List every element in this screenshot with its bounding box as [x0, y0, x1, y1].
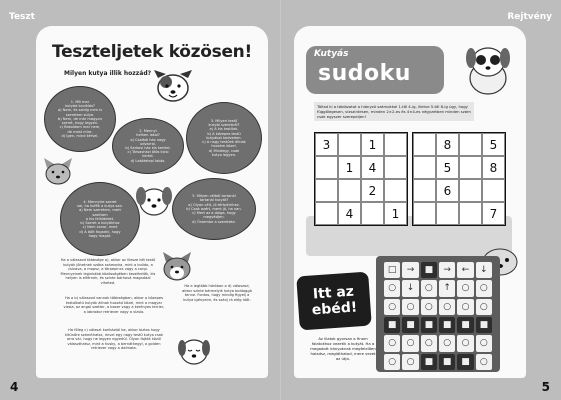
sudoku-cell[interactable] — [413, 202, 436, 225]
dog-face-icon — [152, 68, 194, 104]
maze-cell[interactable]: ○ — [439, 299, 455, 315]
sudoku-cell[interactable] — [436, 202, 459, 225]
maze-cell[interactable]: ○ — [402, 335, 418, 351]
maze-cell[interactable]: → — [402, 262, 418, 278]
page-number-left: 4 — [10, 380, 19, 394]
answer-text: c) A nagy testűek állnak — [202, 140, 246, 145]
right-section-tab: Rejtvény — [507, 12, 552, 22]
sudoku-instructions: Töltsd ki a táblázatot a hiányzó számokkal 1-től 4-ig, illetve 5-től 8-ig úgy, hogy függőlegesen, vízszintesen, minden 2×2-es és 4×4-es négyzetben minden szám csak egyszer szerepeljen! — [314, 102, 474, 121]
left-page — [36, 26, 268, 378]
answer-text: a) Családi ház nagy udvarral. — [130, 137, 166, 146]
answer-text: d) Örsembe a szeretete. — [192, 219, 236, 224]
maze-cell[interactable]: ○ — [402, 299, 418, 315]
maze-cell[interactable]: □ — [384, 262, 400, 278]
maze-cell[interactable]: ■ — [421, 317, 437, 333]
maze-cell[interactable]: ← — [457, 262, 473, 278]
dog-with-glasses-icon — [460, 40, 516, 96]
sudoku-cell[interactable]: 2 — [361, 179, 384, 202]
page-title: Teszteljetek közösen! — [52, 42, 252, 62]
sudoku-cell[interactable] — [384, 156, 407, 179]
sudoku-cell[interactable] — [315, 202, 338, 225]
answer-text: szeret, hogy legyen. — [61, 121, 99, 126]
lunch-title-line: Itt az — [312, 283, 355, 303]
answer-text: a) A kis testűek. — [209, 127, 239, 132]
answer-text: a) Nem, és szidig nem is — [57, 108, 103, 113]
maze-cell[interactable]: ○ — [476, 280, 492, 296]
answer-text: hozzám közel. — [211, 144, 237, 149]
sudoku-cell[interactable] — [459, 179, 482, 202]
question-bubble-3 — [186, 102, 262, 174]
maze-cell[interactable]: ○ — [476, 335, 492, 351]
corgi-icon — [160, 252, 194, 282]
maze-cell[interactable]: ■ — [439, 317, 455, 333]
answer-text: b) Csak azért, ment jó, ha van. — [186, 206, 242, 211]
sudoku-cell[interactable]: 1 — [361, 133, 384, 156]
sudoku-cell[interactable]: 1 — [338, 156, 361, 179]
sudoku-cell[interactable]: 6 — [436, 179, 459, 202]
question-bubble-1 — [44, 86, 116, 152]
maze-cell[interactable]: ■ — [421, 354, 437, 370]
maze-cell[interactable]: ■ — [402, 317, 418, 333]
page-number-right: 5 — [541, 380, 550, 394]
answer-text: c) Rokoldom mar nem, — [59, 125, 101, 130]
result-paragraph-b: Ha a b) válaszod vannak többségben, akkor a közepes testalkatú kutyák állnak hozzád közel, mint a magyar vizsla, az angol szetter, a boxer vagy a kerényes terrier, a labrador retriever vagy a vizsla. — [63, 296, 165, 314]
sudoku-cell[interactable] — [459, 133, 482, 156]
sudoku-cell[interactable] — [413, 156, 436, 179]
answer-text: c) Nem zavar, mert — [82, 225, 118, 230]
lunch-title-badge — [296, 272, 372, 331]
maze-cell[interactable]: → — [439, 262, 455, 278]
maze-cell[interactable]: ■ — [384, 317, 400, 333]
answer-text: b) Szeret a kutyákhoz — [80, 221, 120, 226]
question-bubble-4 — [60, 182, 140, 256]
answer-text: d) Igen, mind kérsel. — [61, 133, 99, 138]
sudoku-cell[interactable]: 4 — [361, 156, 384, 179]
question-text: kutyád kaviklás? — [65, 104, 95, 109]
sudoku-cell[interactable] — [459, 202, 482, 225]
maze-cell[interactable]: ■ — [457, 317, 473, 333]
maze-cell[interactable]: ○ — [384, 354, 400, 370]
maze-cell[interactable]: ○ — [439, 335, 455, 351]
answer-text: c) Társasházi ötös kicsi kertel. — [127, 150, 169, 159]
maze-cell[interactable]: ○ — [384, 280, 400, 296]
result-paragraph-a: Ha a válaszod többsége a), akkor az illesze két testű kutyák jöhetnek szóba számodra, mint a bulido, a csivava, a mopsz, a törpepincs vagy a corgi. Mennyeinek leginkább közösségében kezelhetők, kis helyen is elférnek, és szinte bárhová magaddal viheted. — [60, 258, 156, 285]
sudoku-kicker: Kutyás — [314, 49, 349, 59]
arrow-maze-grid — [384, 262, 492, 370]
answer-text: a) Olyan célt, jó tértpérkhez. — [188, 202, 240, 207]
sudoku-cell[interactable] — [338, 179, 361, 202]
maze-cell[interactable]: ○ — [457, 335, 473, 351]
sudoku-cell[interactable] — [384, 179, 407, 202]
sudoku-grid-b — [412, 132, 506, 226]
answer-text: d) A bölt fogadni, hogy — [79, 229, 121, 234]
sudoku-cell[interactable]: 8 — [436, 133, 459, 156]
maze-cell[interactable]: ○ — [476, 354, 492, 370]
question-text: tartanál kutyát? — [199, 198, 229, 203]
maze-cell[interactable]: ○ — [457, 299, 473, 315]
sudoku-cell[interactable]: 3 — [315, 133, 338, 156]
left-section-tab: Teszt — [9, 12, 35, 22]
sudoku-cell[interactable]: 1 — [384, 202, 407, 225]
sudoku-cell[interactable] — [315, 179, 338, 202]
maze-cell[interactable]: ○ — [421, 335, 437, 351]
maze-cell[interactable]: ↓ — [402, 280, 418, 296]
answer-text: hagy magát. — [88, 233, 112, 238]
question-bubble-5 — [172, 178, 256, 240]
lunch-title-line: ebéd! — [311, 299, 358, 319]
answer-text: a kis felhídeket. — [85, 216, 115, 221]
sudoku-cell[interactable]: 8 — [482, 156, 505, 179]
maze-cell[interactable]: ↑ — [439, 280, 455, 296]
sudoku-cell[interactable] — [413, 133, 436, 156]
question-text: 1. Mit mar — [70, 100, 90, 105]
sudoku-cell[interactable] — [384, 133, 407, 156]
right-page — [294, 26, 526, 378]
question-text: helhen lakol? — [136, 133, 160, 138]
maze-cell[interactable]: ○ — [402, 354, 418, 370]
answer-text: b) Nem, de már magyon — [57, 116, 103, 121]
maze-cell[interactable]: ↓ — [476, 262, 492, 278]
sudoku-cell[interactable]: 7 — [482, 202, 505, 225]
maze-cell[interactable]: ○ — [476, 299, 492, 315]
maze-cell[interactable]: ○ — [457, 280, 473, 296]
sudoku-cell[interactable]: 5 — [482, 133, 505, 156]
answer-text: d) Lakótelepi lakás. — [130, 158, 166, 163]
sudoku-cell[interactable] — [361, 202, 384, 225]
maze-cell[interactable]: ○ — [421, 299, 437, 315]
sudoku-grid-a — [314, 132, 408, 226]
answer-text: b) Sarkosi ház kis kerttel. — [125, 146, 171, 150]
answer-text: a) Nem szeretem, mert szoktam — [79, 208, 121, 217]
lunch-instructions: Az illatok gyorsan a finom falatokhoz vezetik a kutyát. Ha a megadott irányoknak megfelelően haladsz, megláthatod, mere vezet az útja. — [310, 336, 376, 361]
maze-cell[interactable]: ■ — [476, 317, 492, 333]
question-text: sal, ha kuffik a kutya sze- — [77, 204, 123, 209]
question-text: 4. Mennyire szeret — [83, 200, 117, 205]
question-bubble-2 — [112, 118, 184, 174]
result-paragraph-d: Ha a legtöbb háróban a d) válaszod, akkor szinte bármelyik kutya boldoggá tenne. Fontos, hogy mindig figyelj a kutya igényeire, és szánj rá elég időt. — [182, 284, 252, 302]
question-text: 3. Milyen testű — [210, 119, 238, 124]
result-paragraph-c: Ha főleg c) választ karikáztál be, akkor biztos hogy kitűnőre számíthatsz, mivel egy nagy testű kutya csak arra vár, hogy ne legyen egyedül. Olyan fajták közül választhatsz, mint a husky, a bernáthegyi, a golden retriever vagy a dalmata. — [64, 328, 164, 351]
sleeping-dog-icon — [176, 332, 212, 366]
sudoku-cell[interactable] — [315, 156, 338, 179]
maze-cell[interactable]: ■ — [421, 262, 437, 278]
sudoku-title: sudoku — [318, 61, 411, 86]
question-text: kutyát szeretnél? — [208, 123, 240, 128]
page-subtitle: Milyen kutya illik hozzád? — [64, 70, 152, 77]
answer-text: de most mire, — [67, 129, 93, 134]
maze-cell[interactable]: ■ — [457, 354, 473, 370]
maze-cell[interactable]: ○ — [384, 299, 400, 315]
sudoku-cell[interactable]: 4 — [338, 202, 361, 225]
maze-cell[interactable]: ■ — [439, 354, 455, 370]
puppy-icon — [132, 176, 176, 218]
sudoku-cell[interactable] — [413, 179, 436, 202]
maze-cell[interactable]: ○ — [421, 280, 437, 296]
answer-text: kutya legyen. — [211, 152, 237, 157]
question-text: 5. Milyen célból tartanál — [192, 194, 236, 199]
answer-text: d) Mindegy, csak — [208, 148, 240, 153]
answer-text: b) A közepes testű — [207, 131, 241, 136]
question-text: 2. Mennyi — [139, 129, 157, 134]
maze-cell[interactable]: ○ — [384, 335, 400, 351]
sudoku-cell[interactable] — [459, 156, 482, 179]
sudoku-cell[interactable] — [338, 133, 361, 156]
answer-text: szeretem súlya. — [65, 112, 95, 117]
small-dog-icon — [42, 158, 74, 186]
sudoku-cell[interactable] — [482, 179, 505, 202]
sudoku-cell[interactable]: 5 — [436, 156, 459, 179]
answer-text: kutyákat kedvelem. — [206, 135, 242, 140]
answer-text: c) Mert az a dolga, hogy megvédjen. — [192, 211, 236, 220]
